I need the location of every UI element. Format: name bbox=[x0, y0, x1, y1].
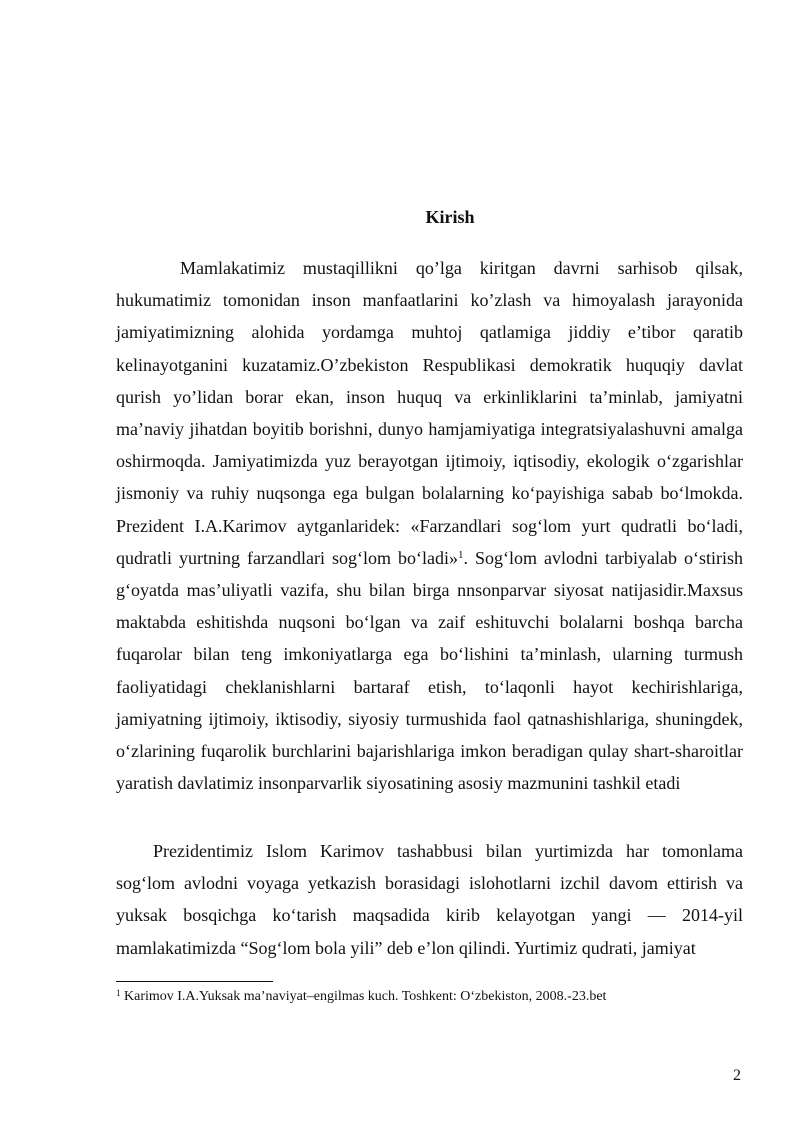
paragraph-1 bbox=[116, 252, 743, 799]
section-title: Kirish bbox=[425, 207, 475, 227]
footnote-mark: 1 bbox=[116, 988, 121, 998]
footnote bbox=[116, 988, 756, 1006]
paragraph-1-text-after-ref: . Sog‘lom avlodni tarbiyalab o‘stirish g‘oyatda mas’uliyatli vazifa, shu bilan birga nnsonparvar siyosat natijasidir.Maxsus maktabda eshitishda nuqsoni bo‘lgan va zaif eshituvchi bolalarni boshqa barcha fuqarolar bilan teng imkoniyatlarga ega bo‘lishini ta’minlash, ularning turmush faoliyatidagi cheklanishlarni bartaraf etish, to‘laqonli hayot kechirishlariga, jamiyatning ijtimoiy, iktisodiy, siyosiy turmushida faol qatnashishlariga, shuningdek, o‘zlarining fuqarolik burchlarini bajarishlariga imkon beradigan qulay shart-sharoitlar yaratish davlatimiz insonparvarlik siyosatining asosiy mazmunini tashkil etadi bbox=[116, 547, 743, 794]
page-number: 2 bbox=[733, 1067, 741, 1084]
paragraph-2-text: Prezidentimiz Islom Karimov tashabbusi bilan yurtimizda har tomonlama sog‘lom avlodni voyaga yetkazish borasidagi islohotlarni izchil davom ettirish va yuksak bosqichga ko‘tarish maqsadida kirib kelayotgan yangi — 2014-yil mamlakatimizda “Sog‘lom bola yili” deb e’lon qilindi. Yurtimiz qudrati, jamiyat bbox=[116, 841, 743, 958]
footnote-separator bbox=[116, 981, 273, 982]
paragraph-2 bbox=[116, 835, 743, 964]
paragraph-1-text-before-ref: Mamlakatimiz mustaqillikni qo’lga kiritgan davrni sarhisob qilsak, hukumatimiz tomonidan inson manfaatlarini ko’zlash va himoyalash jarayonida jamiyatimizning alohida yordamga muhtoj qatlamiga jiddiy e’tibor qaratib kelinayotganini kuzatamiz.O’zbekiston Respublikasi demokratik huquqiy davlat qurish yo’lidan borar ekan, inson huquq va erkinliklarini ta’minlab, jamiyatni ma’naviy jihatdan boyitib borishni, dunyo hamjamiyatiga integratsiyalashuvni amalga oshirmoqda. Jamiyatimizda yuz berayotgan ijtimoiy, iqtisodiy, ekologik o‘zgarishlar jismoniy va ruhiy nuqsonga ega bulgan bolalarning ko‘payishiga sabab bo‘lmokda. Prezident I.A.Karimov aytganlaridek: «Farzandlari sog‘lom yurt qudratli bo‘ladi, qudratli yurtning farzandlari sog‘lom bo‘ladi» bbox=[116, 258, 743, 568]
paragraph-1-text bbox=[116, 252, 743, 799]
footnote-text: Karimov I.A.Yuksak ma’naviyat–engilmas kuch. Toshkent: O‘zbekiston, 2008.-23.bet bbox=[120, 989, 607, 1004]
footnote-reference: 1 bbox=[457, 548, 464, 561]
